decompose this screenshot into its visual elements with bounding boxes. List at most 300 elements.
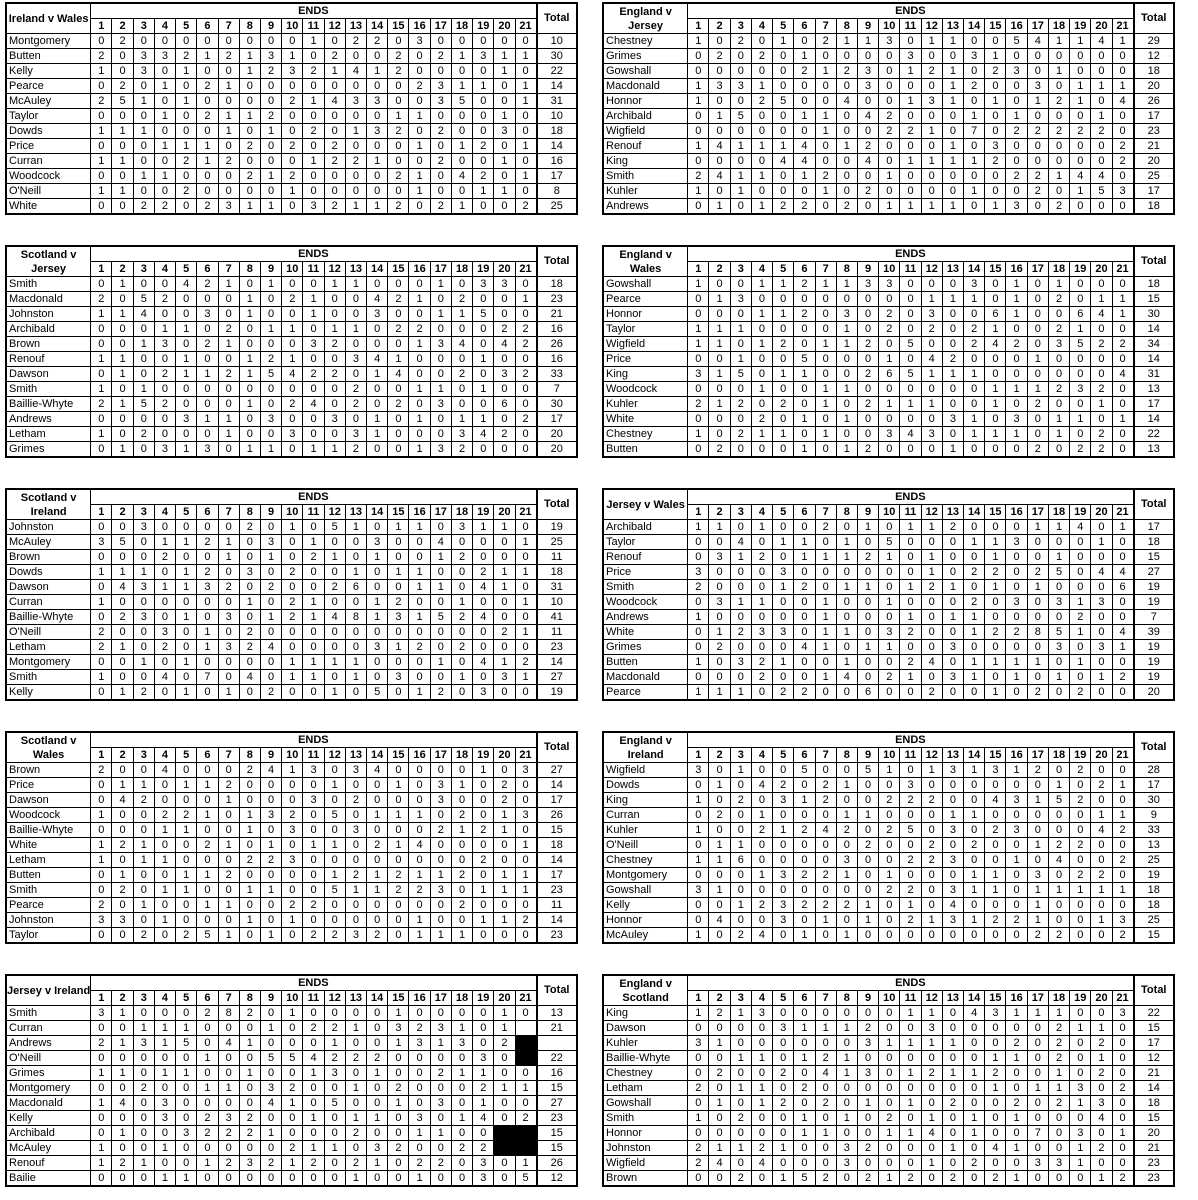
end-score: 5 xyxy=(112,535,133,550)
end-score: 1 xyxy=(260,1126,281,1141)
end-score: 0 xyxy=(1027,307,1048,322)
end-number: 19 xyxy=(1070,262,1091,277)
end-score: 3 xyxy=(730,655,751,670)
end-score: 1 xyxy=(176,352,197,367)
end-score: 1 xyxy=(709,685,730,701)
end-score: 0 xyxy=(260,307,281,322)
end-score: 1 xyxy=(1070,1156,1091,1171)
player-row xyxy=(6,427,577,442)
end-score: 0 xyxy=(1070,1006,1091,1021)
end-score: 1 xyxy=(1048,277,1069,292)
player-total: 18 xyxy=(537,277,577,292)
end-score: 6 xyxy=(1070,307,1091,322)
end-score: 0 xyxy=(836,1096,857,1111)
end-score: 1 xyxy=(942,610,963,625)
end-score: 3 xyxy=(1070,1126,1091,1141)
end-score: 0 xyxy=(154,928,175,944)
end-score: 0 xyxy=(515,307,536,322)
match-title: England v Jersey xyxy=(603,3,688,34)
end-score: 0 xyxy=(494,139,515,154)
end-score: 2 xyxy=(451,442,472,458)
player-name: Butten xyxy=(6,49,91,64)
end-score: 1 xyxy=(964,184,985,199)
player-total: 30 xyxy=(537,397,577,412)
end-score: 0 xyxy=(900,685,921,701)
end-score: 0 xyxy=(1048,868,1069,883)
end-score: 6 xyxy=(494,397,515,412)
player-name: Taylor xyxy=(6,109,91,124)
end-score: 3 xyxy=(367,535,388,550)
end-score: 0 xyxy=(324,913,345,928)
player-name: Macdonald xyxy=(6,292,91,307)
end-number: 18 xyxy=(1048,505,1069,520)
end-score: 0 xyxy=(942,595,963,610)
player-row xyxy=(6,34,577,49)
end-score: 0 xyxy=(794,1036,815,1051)
end-score: 0 xyxy=(730,1126,751,1141)
end-score: 2 xyxy=(218,778,239,793)
end-score: 1 xyxy=(751,199,772,215)
end-score: 0 xyxy=(388,412,409,427)
end-number: 11 xyxy=(900,19,921,34)
end-score: 0 xyxy=(239,793,260,808)
end-score: 0 xyxy=(133,1171,154,1187)
end-score: 3 xyxy=(367,124,388,139)
end-score: 1 xyxy=(751,595,772,610)
end-score: 0 xyxy=(324,397,345,412)
end-score: 0 xyxy=(303,1126,324,1141)
end-score: 0 xyxy=(1006,778,1027,793)
end-score: 0 xyxy=(409,550,430,565)
total-header: Total xyxy=(1134,975,1174,1006)
end-score: 1 xyxy=(197,868,218,883)
end-score: 0 xyxy=(133,1006,154,1021)
player-name: King xyxy=(603,154,688,169)
player-total xyxy=(537,1036,577,1051)
player-row xyxy=(6,580,577,595)
end-score: 1 xyxy=(879,640,900,655)
end-score: 4 xyxy=(1091,307,1112,322)
end-score: 0 xyxy=(388,625,409,640)
end-score: 0 xyxy=(197,685,218,701)
end-score: 0 xyxy=(176,913,197,928)
end-score: 2 xyxy=(154,397,175,412)
end-score: 1 xyxy=(303,1141,324,1156)
end-score: 3 xyxy=(197,307,218,322)
player-total: 17 xyxy=(537,169,577,184)
end-score: 0 xyxy=(730,640,751,655)
end-number: 19 xyxy=(473,505,494,520)
end-score: 1 xyxy=(218,685,239,701)
end-score: 3 xyxy=(112,913,133,928)
end-number: 13 xyxy=(942,748,963,763)
end-score: 3 xyxy=(1070,1081,1091,1096)
end-score: 0 xyxy=(197,34,218,49)
end-score: 0 xyxy=(133,625,154,640)
player-total: 15 xyxy=(1134,928,1174,944)
end-score: 0 xyxy=(282,412,303,427)
end-score: 0 xyxy=(815,1141,836,1156)
end-score: 3 xyxy=(836,1156,857,1171)
end-score: 0 xyxy=(451,763,472,778)
end-score: 1 xyxy=(1091,808,1112,823)
end-score: 0 xyxy=(1006,610,1027,625)
end-score: 0 xyxy=(836,154,857,169)
player-name: Price xyxy=(603,352,688,367)
end-score: 2 xyxy=(133,793,154,808)
end-score: 0 xyxy=(197,763,218,778)
end-score: 0 xyxy=(942,868,963,883)
player-row xyxy=(6,565,577,580)
end-score: 2 xyxy=(324,49,345,64)
player-row xyxy=(603,1051,1174,1066)
end-score: 3 xyxy=(857,79,878,94)
end-score: 2 xyxy=(91,640,112,655)
end-score: 0 xyxy=(91,337,112,352)
end-score: 0 xyxy=(921,928,942,944)
end-score: 2 xyxy=(91,1036,112,1051)
end-score: 0 xyxy=(218,763,239,778)
end-score: 0 xyxy=(985,520,1006,535)
end-number: 21 xyxy=(1112,505,1133,520)
end-score: 0 xyxy=(133,412,154,427)
end-score: 1 xyxy=(1091,535,1112,550)
end-score: 5 xyxy=(324,1096,345,1111)
end-score: 2 xyxy=(709,1006,730,1021)
end-number: 16 xyxy=(409,262,430,277)
end-score: 1 xyxy=(1048,34,1069,49)
end-score: 0 xyxy=(494,595,515,610)
end-score: 1 xyxy=(900,898,921,913)
end-number: 10 xyxy=(282,748,303,763)
end-score: 0 xyxy=(1048,685,1069,701)
end-score: 0 xyxy=(985,1096,1006,1111)
end-score: 0 xyxy=(964,640,985,655)
end-score: 1 xyxy=(751,1051,772,1066)
end-score: 0 xyxy=(494,1156,515,1171)
end-score: 5 xyxy=(1070,337,1091,352)
end-score: 0 xyxy=(282,382,303,397)
player-name: Butten xyxy=(603,442,688,458)
player-total: 18 xyxy=(537,565,577,580)
end-score: 0 xyxy=(91,883,112,898)
end-score: 0 xyxy=(900,352,921,367)
end-number: 16 xyxy=(1006,19,1027,34)
end-score: 0 xyxy=(409,778,430,793)
player-row xyxy=(603,427,1174,442)
end-score: 0 xyxy=(688,1021,709,1036)
player-row xyxy=(6,823,577,838)
end-score: 2 xyxy=(815,898,836,913)
end-score: 1 xyxy=(91,64,112,79)
end-score: 1 xyxy=(1048,169,1069,184)
end-score: 1 xyxy=(218,535,239,550)
end-score: 2 xyxy=(857,1171,878,1187)
player-row xyxy=(603,1156,1174,1171)
end-number: 6 xyxy=(197,748,218,763)
end-score: 0 xyxy=(451,277,472,292)
end-score: 0 xyxy=(176,307,197,322)
end-score: 0 xyxy=(112,625,133,640)
end-score: 1 xyxy=(709,883,730,898)
end-score: 1 xyxy=(494,64,515,79)
end-score: 0 xyxy=(942,307,963,322)
end-score: 0 xyxy=(709,1111,730,1126)
end-score: 0 xyxy=(345,169,366,184)
end-score: 1 xyxy=(794,1111,815,1126)
end-score: 0 xyxy=(451,580,472,595)
end-score: 1 xyxy=(494,49,515,64)
end-score: 0 xyxy=(1006,838,1027,853)
player-total: 22 xyxy=(1134,1006,1174,1021)
player-total: 18 xyxy=(1134,535,1174,550)
player-total: 28 xyxy=(1134,763,1174,778)
end-score: 1 xyxy=(451,79,472,94)
player-row xyxy=(603,337,1174,352)
end-score: 0 xyxy=(709,535,730,550)
end-score: 1 xyxy=(218,337,239,352)
end-score: 3 xyxy=(942,670,963,685)
end-score: 0 xyxy=(473,838,494,853)
end-score: 0 xyxy=(794,184,815,199)
end-score: 2 xyxy=(794,277,815,292)
end-score: 0 xyxy=(709,928,730,944)
end-score: 4 xyxy=(900,427,921,442)
end-score: 0 xyxy=(900,322,921,337)
end-score: 1 xyxy=(260,1021,281,1036)
end-score: 0 xyxy=(451,883,472,898)
end-score: 0 xyxy=(1070,292,1091,307)
end-number: 13 xyxy=(942,991,963,1006)
end-score: 1 xyxy=(515,670,536,685)
end-score: 1 xyxy=(112,1006,133,1021)
end-score: 2 xyxy=(409,1156,430,1171)
end-score: 0 xyxy=(1027,1171,1048,1187)
end-score: 2 xyxy=(688,397,709,412)
end-score: 1 xyxy=(239,199,260,215)
end-score: 2 xyxy=(133,928,154,944)
end-score: 0 xyxy=(388,1051,409,1066)
end-score: 2 xyxy=(515,913,536,928)
end-number: 9 xyxy=(260,991,281,1006)
end-score: 4 xyxy=(942,898,963,913)
end-score: 0 xyxy=(176,898,197,913)
end-score: 1 xyxy=(1048,427,1069,442)
player-total: 18 xyxy=(537,838,577,853)
end-score: 1 xyxy=(515,49,536,64)
end-score: 0 xyxy=(942,778,963,793)
end-score: 1 xyxy=(473,883,494,898)
end-score: 0 xyxy=(1070,1066,1091,1081)
end-score: 0 xyxy=(494,928,515,944)
end-number: 9 xyxy=(857,991,878,1006)
end-score: 1 xyxy=(900,397,921,412)
end-score: 0 xyxy=(133,913,154,928)
end-score: 0 xyxy=(879,442,900,458)
end-score: 0 xyxy=(197,823,218,838)
end-score: 0 xyxy=(1027,412,1048,427)
end-score: 1 xyxy=(773,1171,794,1187)
end-score: 1 xyxy=(751,427,772,442)
end-score: 2 xyxy=(239,640,260,655)
end-score: 2 xyxy=(751,670,772,685)
end-score: 0 xyxy=(773,670,794,685)
end-score: 0 xyxy=(1070,277,1091,292)
player-total: 31 xyxy=(537,94,577,109)
end-number: 7 xyxy=(815,505,836,520)
end-score: 0 xyxy=(815,883,836,898)
end-score: 0 xyxy=(388,337,409,352)
end-score: 1 xyxy=(324,322,345,337)
end-score: 0 xyxy=(388,913,409,928)
end-score: 0 xyxy=(367,1006,388,1021)
end-score: 3 xyxy=(879,625,900,640)
end-score: 3 xyxy=(985,139,1006,154)
end-score: 1 xyxy=(282,352,303,367)
end-score: 1 xyxy=(430,928,451,944)
end-score: 0 xyxy=(773,1156,794,1171)
end-score: 1 xyxy=(218,928,239,944)
end-score: 3 xyxy=(709,79,730,94)
end-score: 1 xyxy=(176,655,197,670)
end-score: 0 xyxy=(197,610,218,625)
end-score: 0 xyxy=(239,1096,260,1111)
end-score: 0 xyxy=(324,34,345,49)
end-score: 2 xyxy=(1048,94,1069,109)
end-score: 2 xyxy=(303,550,324,565)
end-score: 1 xyxy=(176,580,197,595)
end-score: 2 xyxy=(921,838,942,853)
end-score: 0 xyxy=(154,898,175,913)
end-score: 0 xyxy=(900,109,921,124)
end-score: 1 xyxy=(836,808,857,823)
end-score: 1 xyxy=(409,580,430,595)
end-score: 0 xyxy=(473,640,494,655)
end-score: 2 xyxy=(773,199,794,215)
end-score: 2 xyxy=(1048,322,1069,337)
end-score: 0 xyxy=(815,79,836,94)
end-score: 1 xyxy=(197,154,218,169)
end-score: 0 xyxy=(794,322,815,337)
player-row xyxy=(6,793,577,808)
end-score: 2 xyxy=(815,778,836,793)
end-number: 11 xyxy=(303,991,324,1006)
end-score: 6 xyxy=(730,853,751,868)
end-score: 4 xyxy=(709,1156,730,1171)
end-score: 1 xyxy=(239,883,260,898)
end-score: 0 xyxy=(857,670,878,685)
end-score: 0 xyxy=(985,184,1006,199)
player-name: Kuhler xyxy=(603,184,688,199)
end-score: 2 xyxy=(709,808,730,823)
end-score: 0 xyxy=(451,184,472,199)
end-score: 1 xyxy=(1048,883,1069,898)
end-score: 0 xyxy=(688,64,709,79)
end-number: 2 xyxy=(709,505,730,520)
end-score: 2 xyxy=(1006,913,1027,928)
scorecard-table xyxy=(602,488,1175,701)
end-number: 1 xyxy=(91,991,112,1006)
player-total: 31 xyxy=(537,580,577,595)
end-score: 0 xyxy=(688,1126,709,1141)
end-score: 1 xyxy=(815,337,836,352)
end-score: 0 xyxy=(1027,823,1048,838)
end-number: 19 xyxy=(1070,748,1091,763)
end-score: 0 xyxy=(515,64,536,79)
end-score: 2 xyxy=(324,139,345,154)
end-score: 2 xyxy=(112,838,133,853)
end-score: 0 xyxy=(773,184,794,199)
player-total: 41 xyxy=(537,610,577,625)
end-score: 2 xyxy=(218,154,239,169)
end-score: 0 xyxy=(773,124,794,139)
end-score: 0 xyxy=(1091,64,1112,79)
end-score: 1 xyxy=(1027,913,1048,928)
end-score: 2 xyxy=(345,397,366,412)
end-score: 1 xyxy=(112,352,133,367)
player-row xyxy=(603,778,1174,793)
end-score: 0 xyxy=(218,382,239,397)
end-score: 1 xyxy=(345,199,366,215)
end-score: 0 xyxy=(857,853,878,868)
end-score: 0 xyxy=(1112,868,1133,883)
end-score: 0 xyxy=(154,154,175,169)
end-score: 0 xyxy=(836,565,857,580)
end-number: 4 xyxy=(751,505,772,520)
end-score: 1 xyxy=(900,1036,921,1051)
end-score: 0 xyxy=(239,1081,260,1096)
end-score: 0 xyxy=(494,412,515,427)
player-name: Taylor xyxy=(6,928,91,944)
end-score: 1 xyxy=(239,292,260,307)
end-score: 0 xyxy=(91,412,112,427)
end-score: 0 xyxy=(451,793,472,808)
end-score: 0 xyxy=(239,427,260,442)
end-score: 1 xyxy=(836,382,857,397)
end-score: 0 xyxy=(964,139,985,154)
end-score: 1 xyxy=(1006,427,1027,442)
end-score: 0 xyxy=(367,169,388,184)
player-total: 23 xyxy=(1134,124,1174,139)
end-score: 0 xyxy=(133,883,154,898)
end-score: 1 xyxy=(688,139,709,154)
end-score: 3 xyxy=(473,685,494,701)
end-score: 1 xyxy=(964,913,985,928)
end-number: 20 xyxy=(1091,262,1112,277)
end-score: 1 xyxy=(1070,595,1091,610)
end-score: 3 xyxy=(345,94,366,109)
end-score: 0 xyxy=(473,154,494,169)
end-score: 1 xyxy=(709,367,730,382)
end-score: 0 xyxy=(942,49,963,64)
end-score: 0 xyxy=(451,655,472,670)
end-score: 2 xyxy=(751,412,772,427)
end-score: 0 xyxy=(688,640,709,655)
end-score: 1 xyxy=(239,109,260,124)
end-score: 0 xyxy=(836,610,857,625)
end-score: 3 xyxy=(197,442,218,458)
player-row xyxy=(6,655,577,670)
end-score: 2 xyxy=(91,292,112,307)
end-score: 0 xyxy=(430,670,451,685)
end-score: 2 xyxy=(815,169,836,184)
end-score: 0 xyxy=(154,427,175,442)
end-score: 0 xyxy=(473,898,494,913)
end-number: 20 xyxy=(494,19,515,34)
player-row xyxy=(6,1051,577,1066)
end-score: 1 xyxy=(836,442,857,458)
end-score: 1 xyxy=(303,670,324,685)
